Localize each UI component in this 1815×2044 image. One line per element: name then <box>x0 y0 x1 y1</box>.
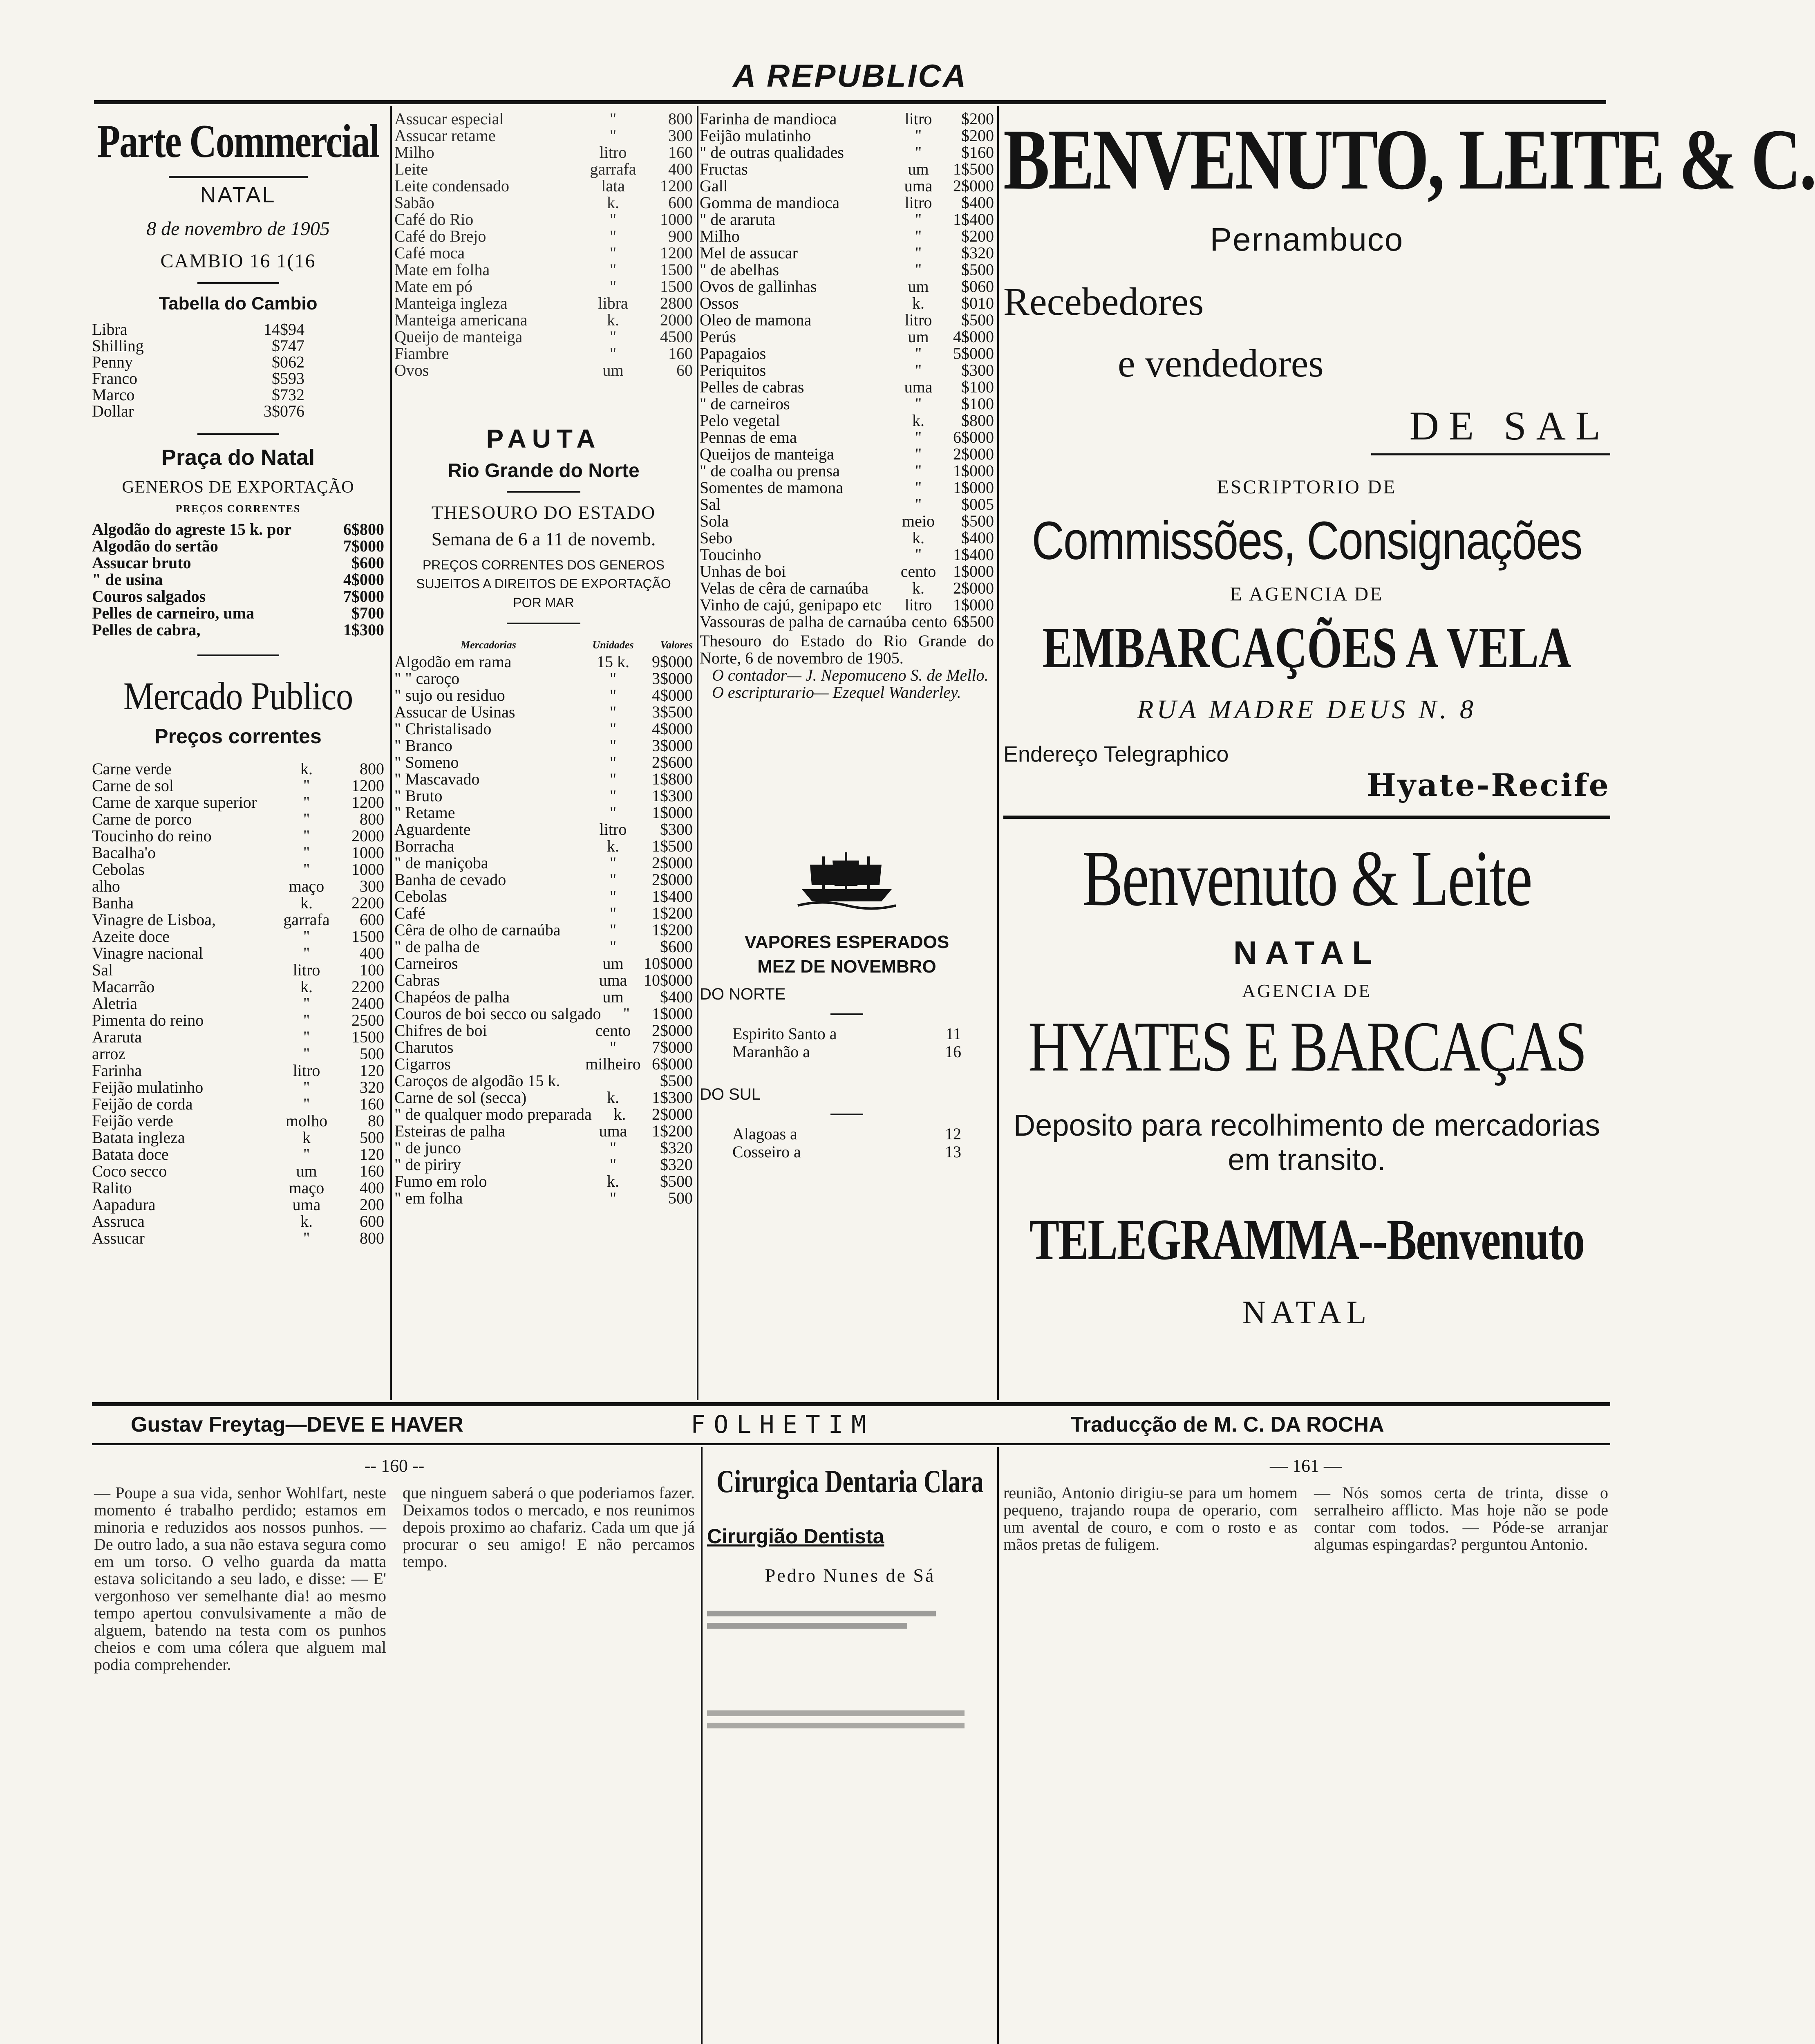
escripturario-signature: O escripturario— Ezequel Wanderley. <box>712 683 961 702</box>
table-row: Café do Brejo " 900 <box>394 227 693 245</box>
firm-city: Pernambuco <box>1210 221 1404 258</box>
table-row: Café moca " 1200 <box>394 244 693 262</box>
table-row: Mate em folha " 1500 <box>394 260 693 279</box>
firm-name: BENVENUTO, LEITE & C. <box>1003 111 1815 208</box>
table-row: " de araruta " 1$400 <box>700 210 994 229</box>
table-row: Carneiros um 10$000 <box>394 954 693 973</box>
table-row: Pelles de cabras uma $100 <box>700 378 994 396</box>
table-row: " Retame " 1$000 <box>394 803 693 822</box>
table-row: Oleo de mamona litro $500 <box>700 311 994 329</box>
page-number: -- 160 -- <box>364 1456 425 1476</box>
embarcacoes-line: EMBARCAÇÕES A VELA <box>1042 615 1571 680</box>
table-row: Aguardente litro $300 <box>394 820 693 838</box>
table-row: Fumo em rolo k. $500 <box>394 1172 693 1190</box>
table-row: " Someno " 2$600 <box>394 753 693 771</box>
faded-text <box>707 1611 936 1616</box>
prices-note: PREÇOS CORRENTES DOS GENEROS SUJEITOS A DIREITOS DE EXPORTAÇÃO POR MAR <box>416 558 671 610</box>
table-row: Cosseiro a 13 <box>732 1143 961 1161</box>
section-rule <box>92 1402 1610 1406</box>
divider <box>169 176 308 178</box>
folhetim-right-page <box>1003 1455 1608 2044</box>
table-row: Milho " $200 <box>700 227 994 245</box>
table-row: Ralito maço 400 <box>92 1179 384 1197</box>
sal-line: DE SAL <box>1409 403 1610 448</box>
recebedores-line: Recebedores <box>1003 280 1204 323</box>
vendedores-line: e vendedores <box>1118 341 1324 385</box>
table-row: Vinagre de Lisboa, garrafa 600 <box>92 910 384 929</box>
table-row: Café do Rio " 1000 <box>394 210 693 229</box>
faded-text <box>707 1723 965 1728</box>
market-title: Mercado Publico <box>123 675 353 718</box>
table-row: Carne de porco " 800 <box>92 810 384 828</box>
table-row: Esteiras de palha uma 1$200 <box>394 1122 693 1140</box>
table-row: Periquitos " $300 <box>700 361 994 379</box>
table-row: Franco $593 <box>92 369 304 388</box>
table-row: Sola meio $500 <box>700 512 994 530</box>
table-row: Pimenta do reino " 2500 <box>92 1011 384 1029</box>
table-row: Pelo vegetal k. $800 <box>700 411 994 430</box>
table-row: arroz " 500 <box>92 1044 384 1063</box>
table-row: Toucinho do reino " 2000 <box>92 827 384 845</box>
table-row: " de coalha ou prensa " 1$000 <box>700 462 994 480</box>
table-row: Vinagre nacional " 400 <box>92 944 384 962</box>
table-row: " Branco " 3$000 <box>394 736 693 755</box>
telegraph-label: Endereço Telegraphico <box>1003 742 1229 766</box>
thesouro-heading: THESOURO DO ESTADO <box>431 502 656 523</box>
table-row: Bacalha'o " 1000 <box>92 843 384 862</box>
exchange-table-title: Tabella do Cambio <box>159 294 318 314</box>
section-rule <box>92 1443 1610 1445</box>
table-row: " de usina 4$000 <box>92 570 384 589</box>
table-row: Feijão mulatinho " 320 <box>92 1078 384 1096</box>
table-row: Ovos de gallinhas um $060 <box>700 277 994 296</box>
table-row: Mate em pó " 1500 <box>394 277 693 296</box>
table-row: Aapadura uma 200 <box>92 1195 384 1214</box>
table-row: Fiambre " 160 <box>394 344 693 363</box>
table-row: " " caroço " 3$000 <box>394 669 693 688</box>
table-row: Feijão de corda " 160 <box>92 1095 384 1113</box>
deposito-line: Deposito para recolhimento de mercadorias em transito. <box>1013 1108 1600 1177</box>
table-row: Feijão verde molho 80 <box>92 1112 384 1130</box>
table-row: Araruta " 1500 <box>92 1028 384 1046</box>
agencia-line: E AGENCIA DE <box>1230 583 1384 605</box>
table-row: " Mascavado " 1$800 <box>394 770 693 788</box>
divider <box>197 282 279 284</box>
table-row: Algodão em rama 15 k. 9$000 <box>394 652 693 671</box>
table-row: Libra 14$94 <box>92 320 304 338</box>
column-divider <box>697 106 698 1400</box>
table-row: Somentes de mamona " 1$000 <box>700 478 994 497</box>
divider <box>830 1013 863 1015</box>
sul-heading: DO SUL <box>700 1085 761 1103</box>
table-row: Assucar " 800 <box>92 1229 384 1247</box>
table-row: Maranhão a 16 <box>732 1042 961 1061</box>
table-row: Queijo de manteiga " 4500 <box>394 327 693 346</box>
table-row: Manteiga ingleza libra 2800 <box>394 294 693 312</box>
table-row: Sebo k. $400 <box>700 529 994 547</box>
table-row: Assucar retame " 300 <box>394 126 693 145</box>
ship-illustration <box>798 848 896 912</box>
dentist-advert <box>707 1459 993 2044</box>
pauta-title: PAUTA <box>486 424 601 453</box>
table-row: Toucinho " 1$400 <box>700 545 994 564</box>
folhetim-title: FOLHETIM <box>691 1410 874 1439</box>
table-row: " de abelhas " $500 <box>700 260 994 279</box>
table-row: " de piriry " $320 <box>394 1155 693 1174</box>
price-table <box>394 110 693 379</box>
thesouro-text: Thesouro do Estado do Rio Grande do Norte, 6 de novembro de 1905. <box>700 632 994 667</box>
table-row: Caroços de algodão 15 k. $500 <box>394 1071 693 1090</box>
place-name: NATAL <box>200 183 276 207</box>
table-row: Ossos k. $010 <box>700 294 994 312</box>
table-row: Vassouras de palha de carnaúba cento 6$500 <box>700 612 994 631</box>
table-row: Sabão k. 600 <box>394 193 693 212</box>
vapores-title: VAPORES ESPERADOS <box>744 932 949 952</box>
table-row: Gall uma 2$000 <box>700 177 994 195</box>
table-row: Leite condensado lata 1200 <box>394 177 693 195</box>
table-row: Couros salgados 7$000 <box>92 587 384 605</box>
divider <box>830 1114 863 1115</box>
table-row: Vinho de cajú, genipapo etc litro 1$000 <box>700 596 994 614</box>
table-row: Feijão mulatinho " $200 <box>700 126 994 145</box>
table-row: Sal litro 100 <box>92 961 384 979</box>
table-row: Chapéos de palha um $400 <box>394 988 693 1006</box>
table-row: Algodão do sertão 7$000 <box>92 537 384 555</box>
table-row: Cêra de olho de carnaúba " 1$200 <box>394 921 693 939</box>
prices-column <box>700 110 994 1402</box>
column-divider <box>997 106 999 1400</box>
telegraph-address: Hyate-Recife <box>1367 767 1610 803</box>
ship-icon <box>798 848 896 910</box>
folhetim-text: que ninguem saberá o que poderiamos fazer. Deixamos todos o mercado, e nos reunimos depois proximo ao chafariz. Cada um que já procurar o seu amigo! E não percamos tempo. <box>403 1484 695 1571</box>
table-row: Penny $062 <box>92 353 304 371</box>
folhetim-text: — Poupe a sua vida, senhor Wohlfart, neste momento é trabalho perdido; estamos em minoria e reduzidos aos nossos punhos. — De outro lado, a sua não estava segura como em um torso. O velho guarda da matta estava solicitando a seu lado, e disse: — E' vergonhoso ver semelhante dia! ao mesmo tempo apertou convulsivamente a mão de alguem, batendo na testa com os punhos cheios e com uma cólera que alguem mal podia comprehender. <box>94 1484 386 1674</box>
table-row: Unhas de boi cento 1$000 <box>700 562 994 580</box>
page-number: — 161 — <box>1270 1456 1342 1476</box>
table-row: Carne de sol (secca) k. 1$300 <box>394 1088 693 1107</box>
table-row: Cebolas " 1$400 <box>394 887 693 905</box>
table-row: Velas de cêra de carnaúba k. 2$000 <box>700 579 994 597</box>
table-row: " de maniçoba " 2$000 <box>394 854 693 872</box>
telegramma-line: TELEGRAMMA--Benvenuto <box>1029 1207 1584 1272</box>
firm-name-2: Benvenuto & Leite <box>1082 834 1531 923</box>
table-row: Batata ingleza k 500 <box>92 1128 384 1147</box>
address-line: RUA MADRE DEUS N. 8 <box>1137 695 1477 724</box>
dentist-title: Cirurgião Dentista <box>707 1525 884 1548</box>
table-row: Farinha de mandioca litro $200 <box>700 110 994 128</box>
column-divider <box>390 106 392 1400</box>
divider <box>507 491 580 493</box>
commercial-column <box>92 110 384 1402</box>
table-row: Cebolas " 1000 <box>92 860 384 879</box>
table-row: Dollar 3$076 <box>92 402 304 420</box>
table-row: Carne de xarque superior " 1200 <box>92 793 384 811</box>
table-row: " Bruto " 1$300 <box>394 787 693 805</box>
faded-text <box>707 1710 965 1716</box>
table-row: Assruca k. 600 <box>92 1212 384 1230</box>
dentist-name: Pedro Nunes de Sá <box>765 1565 935 1586</box>
table-row: Papagaios " 5$000 <box>700 344 994 363</box>
table-row: Cabras uma 10$000 <box>394 971 693 989</box>
table-row: Charutos " 7$000 <box>394 1038 693 1056</box>
table-row: Aletria " 2400 <box>92 994 384 1013</box>
table-row: Shilling $747 <box>92 336 304 355</box>
table-row: Chifres de boi cento 2$000 <box>394 1021 693 1040</box>
table-row: Azeite doce " 1500 <box>92 927 384 946</box>
table-row: " de palha de " $600 <box>394 937 693 956</box>
table-row: Pennas de ema " 6$000 <box>700 428 994 446</box>
section-title: Parte Commercial <box>97 115 379 167</box>
table-row: Pelles de carneiro, uma $700 <box>92 604 384 622</box>
table-row: Couros de boi secco ou salgado " 1$000 <box>394 1004 693 1023</box>
price-table <box>700 110 994 630</box>
column-divider <box>997 1447 999 2044</box>
hyates-line: HYATES E BARCAÇAS <box>1028 1007 1586 1087</box>
folhetim-left-page <box>94 1455 695 2044</box>
cambio-rate: CAMBIO 16 1(16 <box>160 250 316 272</box>
table-row: " de carneiros " $100 <box>700 394 994 413</box>
table-row: Cigarros milheiro 6$000 <box>394 1055 693 1073</box>
faded-text <box>707 1623 907 1629</box>
market-table <box>92 760 384 1246</box>
divider <box>1003 816 1610 819</box>
divider <box>197 654 279 656</box>
table-row: Farinha litro 120 <box>92 1061 384 1080</box>
table-row: Algodão do agreste 15 k. por 6$800 <box>92 520 384 538</box>
masthead: A REPUBLICA <box>732 58 968 94</box>
table-row: " de qualquer modo preparada k. 2$000 <box>394 1105 693 1123</box>
table-row: " Christalisado " 4$000 <box>394 719 693 738</box>
table-row: Banha de cevado " 2$000 <box>394 870 693 889</box>
table-row: Assucar de Usinas " 3$500 <box>394 703 693 721</box>
table-row: Gomma de mandioca litro $400 <box>700 193 994 212</box>
pauta-column <box>394 110 693 1402</box>
table-row: Manteiga americana k. 2000 <box>394 311 693 329</box>
norte-heading: DO NORTE <box>700 985 786 1003</box>
week-line: Semana de 6 a 11 de novemb. <box>431 529 656 549</box>
commissoes-line: Commissões, Consignações <box>1032 510 1582 571</box>
table-row: Pelles de cabra, 1$300 <box>92 621 384 639</box>
issue-date: 8 de novembro de 1905 <box>146 218 330 240</box>
table-row: Café " 1$200 <box>394 904 693 922</box>
table-row: Batata doce " 120 <box>92 1145 384 1163</box>
table-row: Mel de assucar " $320 <box>700 244 994 262</box>
praca-title: Praça do Natal <box>161 445 315 470</box>
table-row: Borracha k. 1$500 <box>394 837 693 855</box>
advertisement <box>1003 110 1815 1402</box>
contador-signature: O contador— J. Nepomuceno S. de Mello. <box>712 666 989 684</box>
table-row: Espirito Santo a 11 <box>732 1024 961 1043</box>
table-row: Macarrão k. 2200 <box>92 977 384 996</box>
natal-line-2: NATAL <box>1242 1295 1372 1331</box>
table-row: Assucar bruto $600 <box>92 554 384 572</box>
column-divider <box>701 1447 703 2044</box>
month-heading: MEZ DE NOVEMBRO <box>757 957 936 977</box>
divider <box>197 433 279 435</box>
market-subtitle: Preços correntes <box>154 725 322 748</box>
table-row: Ovos um 60 <box>394 361 693 379</box>
folhetim-text: reunião, Antonio dirigiu-se para um homem pequeno, trajando roupa de operario, com um avental de couro, e com o rosto e as mãos pretas de fuligem. <box>1003 1484 1298 1553</box>
folhetim-text: — Nós somos certa de trinta, disse o serralheiro afflicto. Mas hoje não se pode contar com todos. — Póde-se arranjar algumas espingardas? perguntou Antonio. <box>1314 1484 1608 1553</box>
table-row: Coco secco um 160 <box>92 1162 384 1180</box>
table-row: Marco $732 <box>92 385 304 404</box>
agencia-line-2: AGENCIA DE <box>1242 980 1372 1001</box>
natal-line: NATAL <box>1233 935 1381 971</box>
table-row: Milho litro 160 <box>394 143 693 161</box>
table-row: Perús um 4$000 <box>700 327 994 346</box>
export-heading: GENEROS DE EXPORTAÇÃO <box>122 478 354 497</box>
table-row: Alagoas a 12 <box>732 1125 961 1143</box>
dentist-clinic: Cirurgica Dentaria Clara <box>716 1464 984 1499</box>
pauta-table <box>394 653 693 1206</box>
table-row: " de junco " $320 <box>394 1139 693 1157</box>
table-row: " em folha " 500 <box>394 1189 693 1207</box>
divider <box>1371 453 1610 455</box>
table-row: " sujo ou residuo " 4$000 <box>394 686 693 704</box>
table-header: Mercadorias Unidades Valores <box>461 639 693 651</box>
header-rule <box>94 100 1606 104</box>
table-row: Queijos de manteiga " 2$000 <box>700 445 994 463</box>
table-row: Carne de sol " 1200 <box>92 776 384 795</box>
table-row: Fructas um 1$500 <box>700 160 994 178</box>
folhetim-author: Gustav Freytag—DEVE E HAVER <box>131 1413 463 1437</box>
escriptorio-line: ESCRIPTORIO DE <box>1217 476 1397 498</box>
table-row: Banha k. 2200 <box>92 894 384 912</box>
table-row: " de outras qualidades " $160 <box>700 143 994 161</box>
prices-heading: PREÇOS CORRENTES <box>175 503 301 515</box>
export-table <box>92 521 384 638</box>
table-row: Leite garrafa 400 <box>394 160 693 178</box>
table-row: Carne verde k. 800 <box>92 760 384 778</box>
pauta-subtitle: Rio Grande do Norte <box>448 460 640 482</box>
table-row: alho maço 300 <box>92 877 384 895</box>
table-row: Sal " $005 <box>700 495 994 513</box>
table-row: Assucar especial " 800 <box>394 110 693 128</box>
exchange-table <box>92 321 304 419</box>
divider <box>507 623 580 624</box>
folhetim-translator: Traducção de M. C. DA ROCHA <box>1071 1413 1384 1437</box>
